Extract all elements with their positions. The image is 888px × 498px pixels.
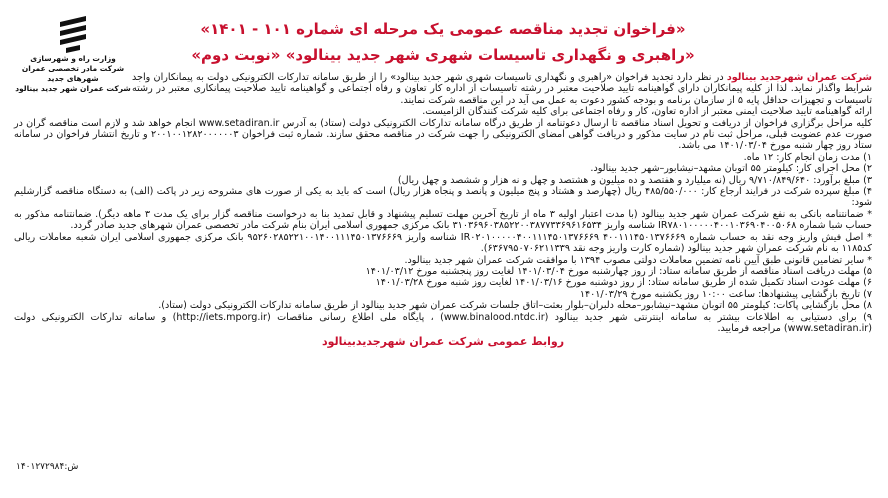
item-1: ۱) مدت زمان انجام کار: ۱۲ ماه. [743,151,872,163]
item-3: ۳) مبلغ برآورد: ۹/۷۱۰/۸۴۹/۶۴۰ ریال (نه میلیارد و هفتصد و ده میلیون و هشتصد و چهل و نه هزار و ششصد و چهل ریال) [397,174,872,186]
item-7: ۷) تاریخ بازگشایی پیشنهادها: ساعت ۱۰:۰۰ روز یکشنبه مورخ ۱۴۰۱/۰۳/۲۹ [579,288,872,300]
notice-page [6,6,880,492]
item-2: ۲) محل اجرای کار: کیلومتر ۵۵ اتوبان مشهد–نیشابور–شهر جدید بینالود. [590,163,872,175]
bullet-other-guarantees: * سایر تضامین قانونی طبق آیین نامه تضمین معاملات دولتی مصوب ۱۳۹۴ با موافقت شرکت عمران شهر جدید بینالود. [404,254,872,266]
logo-line-3: شرکت عمران شهر جدید بینالود [15,84,131,93]
intro-paragraph [14,72,872,106]
bullet-guarantee: * ضمانتنامه بانکی به نفع شرکت عمران شهر جدید بینالود (با مدت اعتبار اولیه ۳ ماه از تاریخ آخرین مهلت تسلیم پیشنهاد و قابل تمدید بنا به درخواست مناقصه گزار برای یک مدت ۳ ماهه دیگر). ضمانتنامه مذکور به حساب شبا شماره IR۷۸۰۱۰۰۰۰۰۴۰۰۱۰۳۶۹۰۴۰۰۵۰۶۸ شناسه واریز ۳۱۰۳۶۹۶۰۳۸۵۲۲۰۰۳۸۷۷۳۳۶۹۶۱۶۵۳۴ بانک مرکزی جمهوری اسلامی ایران بنام شرکت مادر تخصصی عمران شهرهای جدید صادر گردد. [14,208,873,232]
safety-cert-paragraph: ارائه گواهینامه تایید صلاحیت ایمنی معتبر از اداره تعاون، کار و رفاه اجتماعی برای کلیه شرکت کنندگان الزامیست. [422,106,872,118]
public-relations-signature: روابط عمومی شرکت عمران شهرجدیدبینالود [321,335,565,349]
title-line-2: «راهبری و نگهداری تاسیسات شهری شهر جدید بینالود» «نوبت دوم» [191,46,695,64]
item-6: ۶) مهلت عودت اسناد تکمیل شده از طریق سامانه ستاد: از روز دوشنبه مورخ ۱۴۰۱/۰۳/۱۶ لغایت روز شنبه مورخ ۱۴۰۱/۰۳/۲۸ [375,277,872,289]
notice-body [14,72,872,349]
item-5: ۵) مهلت دریافت اسناد مناقصه از طریق سامانه ستاد: از روز چهارشنبه مورخ ۱۴۰۱/۰۳/۰۴ لغایت روز پنجشنبه مورخ ۱۴۰۱/۰۳/۱۲ [365,265,872,277]
bullet-cash-deposit: * اصل فیش واریز وجه نقد به حساب شماره ۴۰۰۱۱۱۴۵۰۱۳۷۶۶۶۹ IR۰۲۰۱۰۰۰۰۰۴۰۰۱۱۱۴۵۰۱۳۷۶۶۶۹ شناسه واریز ۹۵۲۶۰۲۸۵۲۲۱۰۰۱۴۰۰۱۱۱۴۵۰۱۳۷۶۶۶۹ بانک مرکزی جمهوری اسلامی ایران شعبه معاملات ریالی کد۱۱۸۵ به نام شرکت عمران شهر جدید بینالود (شماره کارت واریز وجه نقد ۶۳۶۷۹۵۰۷۰۶۲۱۱۳۳۹). [14,231,872,255]
logo-line-2: شرکت مادر تخصصی عمران شهرهای جدید [21,64,125,83]
notice-title [126,16,760,68]
reference-code: ۱۴۰۱۲۷۲۹۸۴:ش [16,462,79,472]
ministry-logo-icon [56,14,90,54]
company-name: شرکت عمران شهرجدید بینالود [726,72,872,83]
logo-line-1: وزارت راه و شهرسازی [30,54,116,63]
item-8: ۸) محل بازگشایی پاکات: کیلومتر ۵۵ اتوبان مشهد–نیشابور–محله دلبران–بلوار بعثت–اتاق جلسات شرکت عمران شهر جدید بینالود از طریق سامانه تدارکات الکترونیکی دولت (ستاد). [158,300,872,312]
item-9: ۹) برای دستیابی به اطلاعات بیشتر به سامانه اینترنتی شهر جدید بینالود (www.binalood.ntdc.ir) ، پایگاه ملی اطلاع رسانی مناقصات (http://iets.mporg.ir) و سامانه تدارکات الکترونیکی دولت (www.setadiran.ir) مراجعه فرمایید. [14,311,872,334]
title-line-1: «فراخوان تجدید مناقصه عمومی یک مرحله ای شماره ۱۰۱ - ۱۴۰۱» [200,20,686,38]
item-4: ۴) مبلغ سپرده شرکت در فرایند ارجاع کار: ۴۸۵/۵۵۰/۰۰۰ ریال (چهارصد و هشتاد و پنج میلیون و پانصد و پنجاه هزار ریال) است که باید به یکی از صورت های مشروحه زیر در پاکت (الف) به دستگاه مناقصه گزارشلیم شود: [14,186,872,209]
intro-text: در نظر دارد تجدید فراخوان «راهبری و نگهداری تاسیسات شهری شهر جدید بینالود» را از طریق سامانه تدارکات الکترونیکی دولت به پیمانکاران واجد شرایط واگذار نماید. لذا از کلیه پیمانکاران دارای گواهینامه تایید صلاحیت معتبر در رشته تاسیسات از اداره کار تعاون و رفاه اجتماعی و گواهینامه تایید صلاحیت پیمانکاری معتبر در رشته تاسیسات و تجهیزات حداقل پایه ۵ از سازمان برنامه و بودجه کشور دعوت به عمل می آید در این مناقصه شرکت نمایند. [132,72,872,106]
process-paragraph: کلیه مراحل برگزاری فراخوان از دریافت و تحویل اسناد مناقصه تا ارسال دعوتنامه از طریق درگاه سامانه تدارکات الکترونیکی دولت (ستاد) به آدرس www.setadiran.ir انجام خواهد شد و لازم است مناقصه گران در صورت عدم عضویت قبلی، مراحل ثبت نام در سایت مذکور و دریافت گواهی امضای الکترونیکی را جهت شرکت در مناقصه محقق سازند. شماره ثبت فراخوان ۲۰۰۱۰۰۱۲۸۲۰۰۰۰۰۰۳ و تاریخ انتشار فراخوان در سامانه ستاد روز چهار شنبه مورخ ۱۴۰۱/۰۳/۰۴ می باشد. [14,117,872,152]
